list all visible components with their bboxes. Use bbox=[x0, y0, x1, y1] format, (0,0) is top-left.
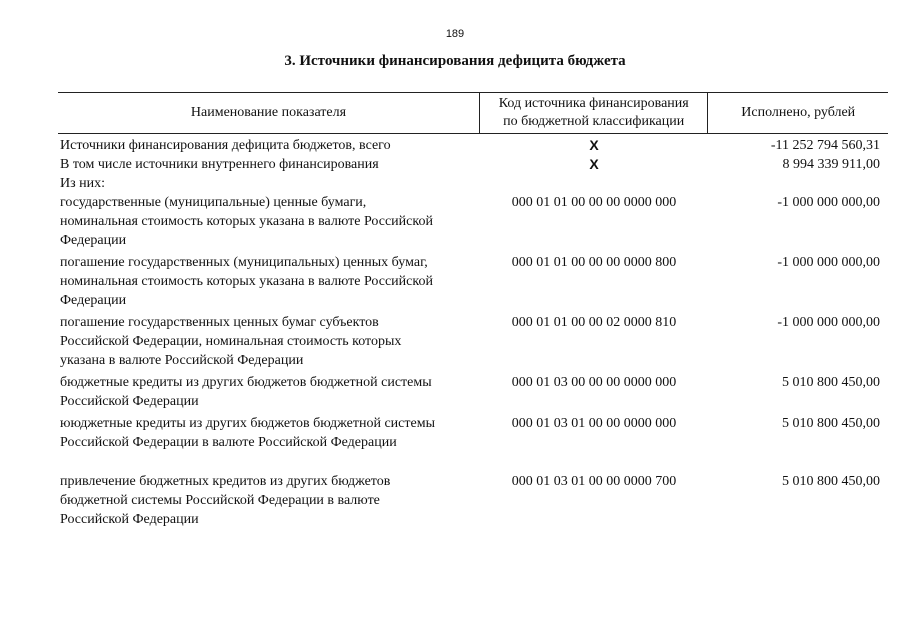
row-code: 000 01 01 00 00 00 0000 000 bbox=[511, 195, 677, 210]
row-name-line: Российской Федерации в валюте Российской Федерации bbox=[60, 435, 397, 450]
row-name-line: Российской Федерации, номинальная стоимость которых bbox=[60, 334, 402, 349]
row-name bbox=[58, 155, 480, 174]
row-name-line: погашение государственных (муниципальных) ценных бумаг, bbox=[60, 255, 428, 270]
table-row bbox=[58, 155, 888, 174]
header-code-line1: Код источника финансирования bbox=[498, 96, 689, 111]
row-sum: -11 252 794 560,31 bbox=[770, 138, 880, 153]
row-code: X bbox=[589, 137, 599, 153]
row-sum: -1 000 000 000,00 bbox=[777, 255, 880, 270]
table-header bbox=[58, 92, 888, 134]
row-sum: 5 010 800 450,00 bbox=[782, 474, 880, 489]
header-sum: Исполнено, рублей bbox=[741, 105, 856, 120]
row-name-line: Российской Федерации bbox=[60, 512, 199, 527]
table-row bbox=[58, 313, 888, 370]
row-name bbox=[58, 174, 480, 193]
row-name-line: привлечение бюджетных кредитов из других бюджетов bbox=[60, 474, 391, 489]
financing-sources-table bbox=[58, 92, 888, 529]
row-name-line: бюджетной системы Российской Федерации в валюте bbox=[60, 493, 380, 508]
row-name bbox=[58, 472, 480, 529]
row-name-line: Источники финансирования дефицита бюджетов, всего bbox=[60, 138, 391, 153]
row-code: 000 01 03 01 00 00 0000 000 bbox=[511, 416, 677, 431]
row-name bbox=[58, 414, 480, 452]
row-name-line: указана в валюте Российской Федерации bbox=[60, 353, 304, 368]
table-row bbox=[58, 136, 888, 155]
row-sum: -1 000 000 000,00 bbox=[777, 195, 880, 210]
row-sum: 5 010 800 450,00 bbox=[782, 375, 880, 390]
row-name-line: В том числе источники внутреннего финансирования bbox=[60, 157, 379, 172]
row-name-line: ююджетные кредиты из других бюджетов бюджетной системы bbox=[60, 416, 435, 431]
table-row bbox=[58, 373, 888, 411]
row-name-line: государственные (муниципальные) ценные бумаги, bbox=[60, 195, 367, 210]
row-code: 000 01 03 00 00 00 0000 000 bbox=[511, 375, 677, 390]
row-sum: 8 994 339 911,00 bbox=[782, 157, 880, 172]
row-name bbox=[58, 313, 480, 370]
table-row bbox=[58, 414, 888, 452]
row-code: 000 01 03 01 00 00 0000 700 bbox=[511, 474, 677, 489]
row-name bbox=[58, 136, 480, 155]
header-code-line2: по бюджетной классификации bbox=[503, 114, 685, 129]
row-name-line: Федерации bbox=[60, 293, 127, 308]
table-row bbox=[58, 174, 888, 193]
row-sum: -1 000 000 000,00 bbox=[777, 315, 880, 330]
row-sum: 5 010 800 450,00 bbox=[782, 416, 880, 431]
row-name bbox=[58, 253, 480, 310]
section-title: 3. Источники финансирования дефицита бюджета bbox=[284, 53, 626, 69]
row-name-line: номинальная стоимость которых указана в валюте Российской bbox=[60, 274, 433, 289]
header-code bbox=[479, 93, 708, 133]
table-row bbox=[58, 253, 888, 310]
header-name: Наименование показателя bbox=[190, 105, 347, 120]
row-name bbox=[58, 373, 480, 411]
page-number: 189 bbox=[445, 28, 465, 40]
row-name-line: Российской Федерации bbox=[60, 394, 199, 409]
row-name-line: Федерации bbox=[60, 233, 127, 248]
row-code: X bbox=[589, 156, 599, 172]
row-name-line: Из них: bbox=[60, 176, 106, 191]
table-row bbox=[58, 193, 888, 250]
row-name-line: бюджетные кредиты из других бюджетов бюджетной системы bbox=[60, 375, 432, 390]
row-name-line: погашение государственных ценных бумаг субъектов bbox=[60, 315, 379, 330]
row-code: 000 01 01 00 00 00 0000 800 bbox=[511, 255, 677, 270]
row-code: 000 01 01 00 00 02 0000 810 bbox=[511, 315, 677, 330]
row-name bbox=[58, 193, 480, 250]
table-row bbox=[58, 472, 888, 529]
row-name-line: номинальная стоимость которых указана в валюте Российской bbox=[60, 214, 433, 229]
